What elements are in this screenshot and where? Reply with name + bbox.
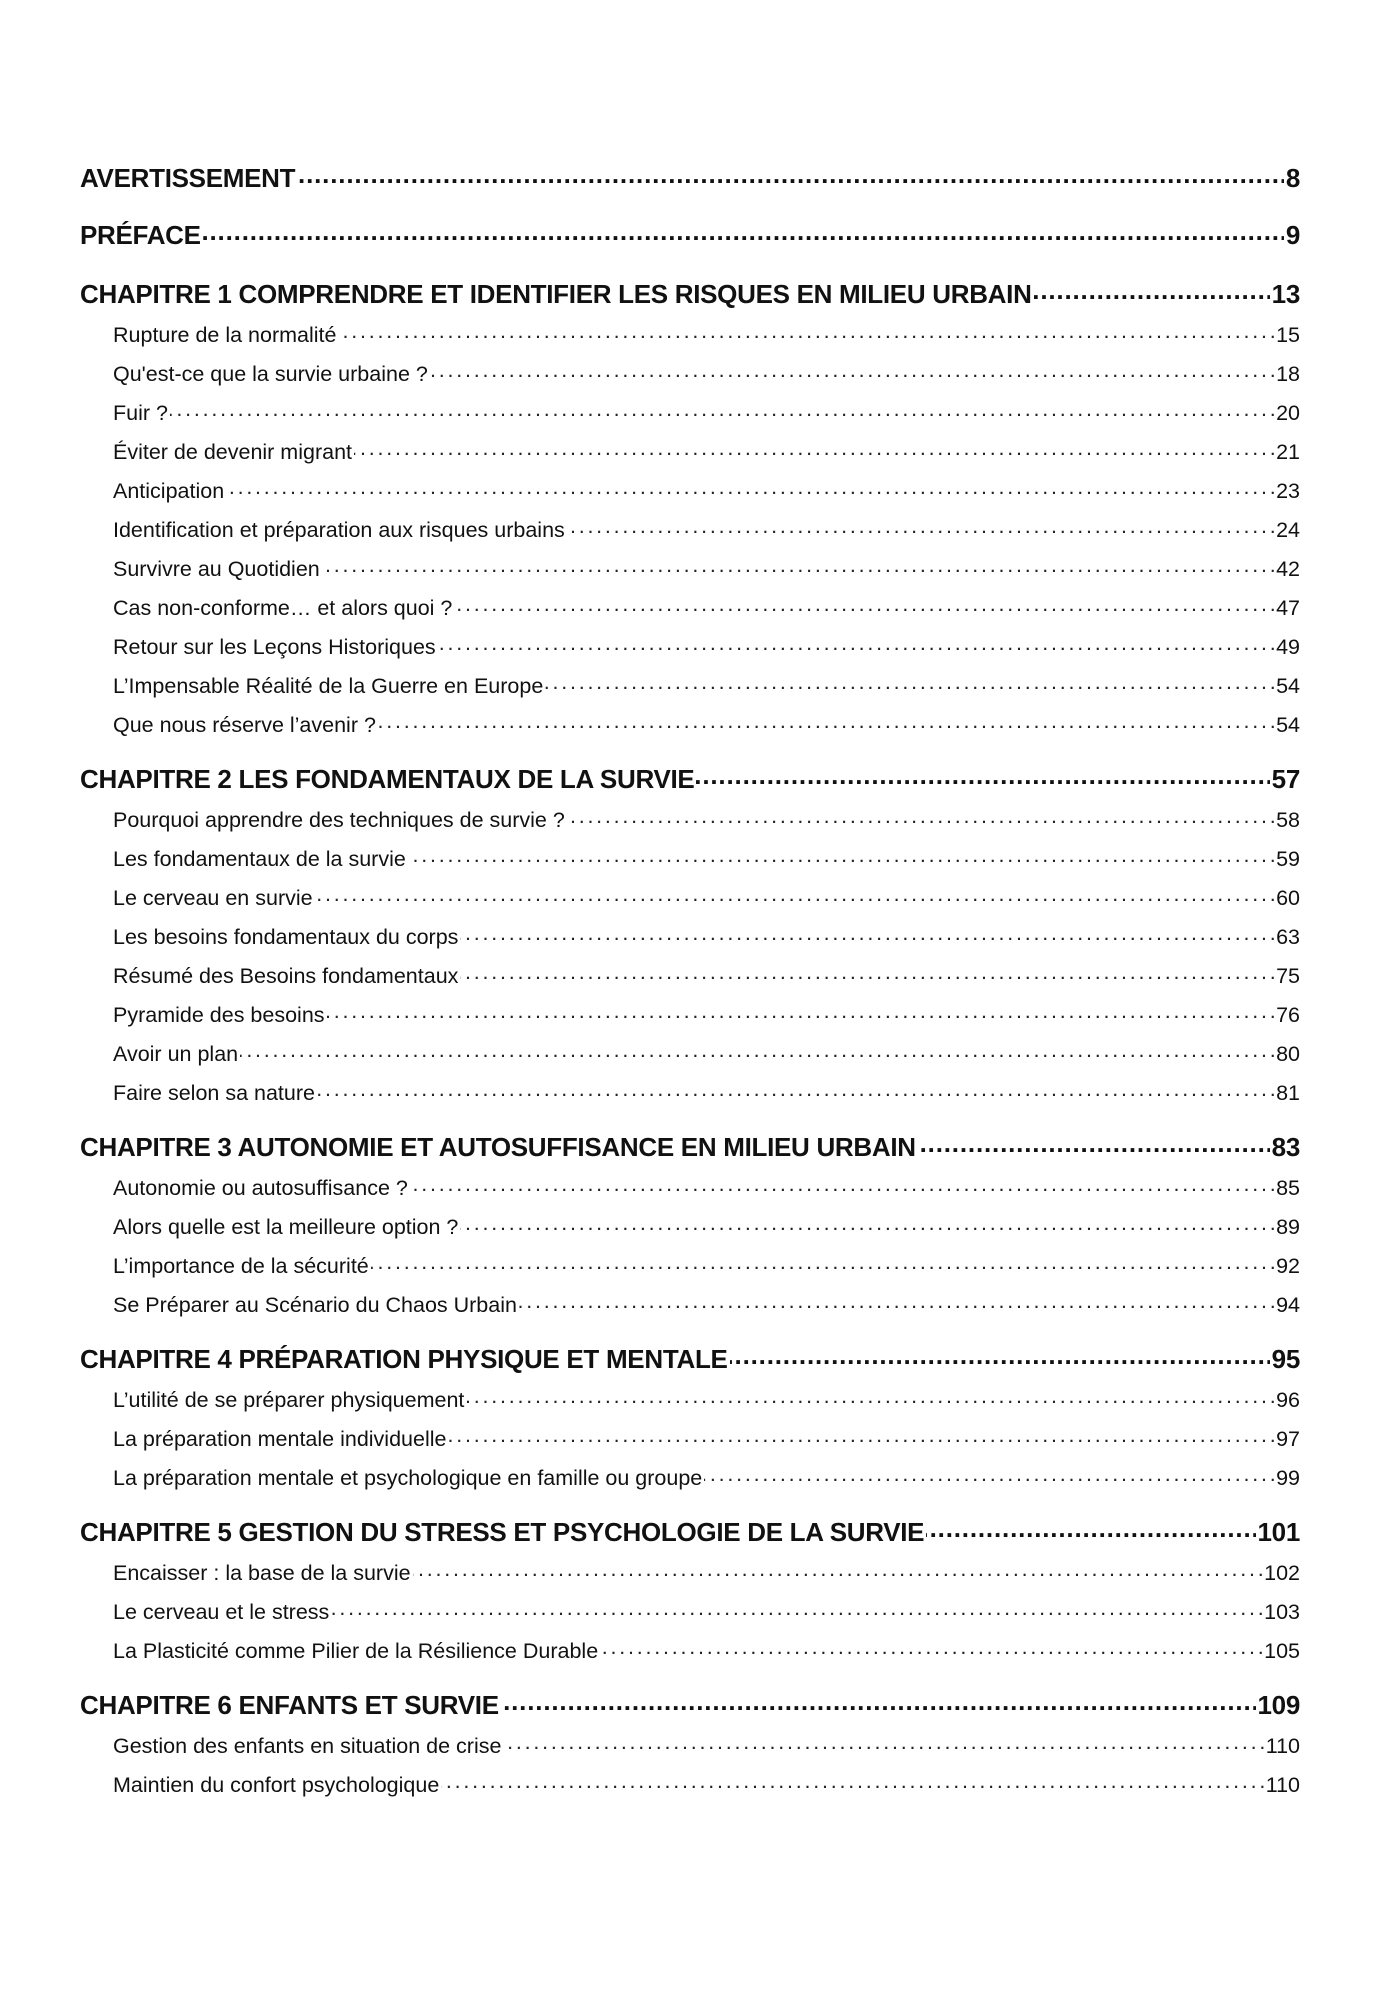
toc-entry-title: CHAPITRE 2 LES FONDAMENTAUX DE LA SURVIE: [80, 764, 695, 794]
toc-entry-page-number: 42: [1276, 557, 1300, 581]
dot-leader: [327, 1001, 1275, 1023]
toc-entry-page-number: 99: [1276, 1466, 1300, 1490]
toc-entry-title: La préparation mentale individuelle: [113, 1427, 447, 1451]
toc-entry-page-number: 60: [1276, 886, 1300, 910]
toc-section-entry[interactable]: [113, 476, 1300, 506]
toc-entry-title: Identification et préparation aux risques urbains: [113, 518, 565, 542]
toc-entry-title: Autonomie ou autosuffisance ?: [113, 1176, 408, 1200]
toc-entry-title: CHAPITRE 6 ENFANTS ET SURVIE: [80, 1690, 499, 1720]
toc-chapter-entry[interactable]: [80, 161, 1300, 195]
toc-entry-title: CHAPITRE 3 AUTONOMIE ET AUTOSUFFISANCE EN MILIEU URBAIN: [80, 1132, 916, 1162]
toc-entry-title: Que nous réserve l’avenir ?: [113, 713, 376, 737]
dot-leader: [170, 399, 1274, 421]
dot-leader: [454, 594, 1274, 616]
toc-entry-page-number: 89: [1276, 1215, 1300, 1239]
dot-leader: [338, 321, 1274, 343]
toc-section-entry[interactable]: [113, 1078, 1300, 1108]
toc-entry-page-number: 92: [1276, 1254, 1300, 1278]
toc-chapter-entry[interactable]: [80, 1515, 1300, 1549]
dot-leader: [448, 1425, 1274, 1447]
dot-leader: [918, 1130, 1270, 1156]
dot-leader: [519, 1291, 1274, 1313]
dot-leader: [322, 555, 1274, 577]
toc-section-entry[interactable]: [113, 632, 1300, 662]
toc-entry-title: Se Préparer au Scénario du Chaos Urbain: [113, 1293, 517, 1317]
toc-entry-title: L’Impensable Réalité de la Guerre en Europe: [113, 674, 544, 698]
dot-leader: [331, 1598, 1262, 1620]
dot-leader: [704, 1464, 1274, 1486]
toc-section-entry[interactable]: [113, 515, 1300, 545]
toc-entry-title: Fuir ?: [113, 401, 168, 425]
toc-entry-title: Qu'est-ce que la survie urbaine ?: [113, 362, 428, 386]
toc-entry-page-number: 58: [1276, 808, 1300, 832]
toc-section-entry[interactable]: [113, 593, 1300, 623]
toc-section-entry[interactable]: [113, 1463, 1300, 1493]
toc-entry-page-number: 83: [1271, 1132, 1300, 1162]
toc-entry-title: Maintien du confort psychologique: [113, 1773, 440, 1797]
dot-leader: [696, 762, 1269, 788]
toc-entry-title: Alors quelle est la meilleure option ?: [113, 1215, 459, 1239]
dot-leader: [226, 477, 1274, 499]
toc-entry-title: Faire selon sa nature: [113, 1081, 315, 1105]
toc-entry-title: AVERTISSEMENT: [80, 163, 296, 193]
toc-entry-title: Survivre au Quotidien: [113, 557, 320, 581]
toc-entry-title: PRÉFACE: [80, 220, 201, 250]
toc-chapter-entry[interactable]: [80, 762, 1300, 796]
dot-leader: [408, 845, 1274, 867]
toc-entry-title: L’importance de la sécurité: [113, 1254, 369, 1278]
toc-entry-title: La préparation mentale et psychologique en famille ou groupe: [113, 1466, 703, 1490]
dot-leader: [545, 672, 1274, 694]
toc-entry-page-number: 105: [1264, 1639, 1300, 1663]
toc-entry-page-number: 15: [1276, 323, 1300, 347]
toc-entry-page-number: 24: [1276, 518, 1300, 542]
toc-entry-title: Les fondamentaux de la survie: [113, 847, 406, 871]
toc-entry-page-number: 101: [1257, 1517, 1300, 1547]
toc-entry-page-number: 20: [1276, 401, 1300, 425]
toc-section-entry[interactable]: [113, 710, 1300, 740]
toc-entry-page-number: 47: [1276, 596, 1300, 620]
dot-leader: [438, 633, 1274, 655]
toc-entry-page-number: 23: [1276, 479, 1300, 503]
toc-section-entry[interactable]: [113, 1385, 1300, 1415]
dot-leader: [926, 1515, 1255, 1541]
toc-entry-page-number: 109: [1257, 1690, 1300, 1720]
toc-entry-title: Anticipation: [113, 479, 225, 503]
dot-leader: [297, 161, 1284, 187]
toc-entry-page-number: 75: [1276, 964, 1300, 988]
toc-entry-page-number: 110: [1265, 1773, 1300, 1797]
toc-entry-page-number: 94: [1276, 1293, 1300, 1317]
toc-entry-page-number: 9: [1285, 220, 1300, 250]
toc-chapter-entry[interactable]: [80, 218, 1300, 252]
dot-leader: [315, 884, 1274, 906]
dot-leader: [441, 1771, 1263, 1793]
toc-entry-page-number: 103: [1264, 1600, 1300, 1624]
toc-entry-page-number: 54: [1276, 713, 1300, 737]
toc-entry-page-number: 81: [1276, 1081, 1300, 1105]
toc-section-entry[interactable]: [113, 671, 1300, 701]
toc-entry-title: Résumé des Besoins fondamentaux: [113, 964, 459, 988]
toc-entry-title: Éviter de devenir migrant: [113, 440, 352, 464]
toc-section-entry[interactable]: [113, 844, 1300, 874]
toc-entry-page-number: 80: [1276, 1042, 1300, 1066]
toc-entry-page-number: 49: [1276, 635, 1300, 659]
toc-entry-page-number: 85: [1276, 1176, 1300, 1200]
toc-section-entry[interactable]: [113, 1039, 1300, 1069]
dot-leader: [460, 923, 1274, 945]
dot-leader: [501, 1688, 1256, 1714]
toc-entry-title: Pyramide des besoins: [113, 1003, 325, 1027]
toc-entry-page-number: 96: [1276, 1388, 1300, 1412]
dot-leader: [567, 806, 1274, 828]
toc-entry-page-number: 59: [1276, 847, 1300, 871]
toc-chapter-entry[interactable]: [80, 1342, 1300, 1376]
toc-entry-title: CHAPITRE 1 COMPRENDRE ET IDENTIFIER LES RISQUES EN MILIEU URBAIN: [80, 279, 1032, 309]
toc-section-entry[interactable]: [113, 554, 1300, 584]
toc-section-entry[interactable]: [113, 1770, 1300, 1800]
toc-chapter-entry[interactable]: [80, 1130, 1300, 1164]
toc-section-entry[interactable]: [113, 1212, 1300, 1242]
dot-leader: [203, 218, 1284, 244]
toc-entry-page-number: 102: [1264, 1561, 1300, 1585]
toc-section-entry[interactable]: [113, 805, 1300, 835]
toc-section-entry[interactable]: [113, 961, 1300, 991]
toc-section-entry[interactable]: [113, 1290, 1300, 1320]
toc-entry-page-number: 97: [1276, 1427, 1300, 1451]
toc-chapter-entry[interactable]: [80, 1688, 1300, 1722]
dot-leader: [317, 1079, 1274, 1101]
toc-section-entry[interactable]: [113, 398, 1300, 428]
dot-leader: [371, 1252, 1274, 1274]
toc-entry-title: Avoir un plan: [113, 1042, 239, 1066]
toc-entry-title: La Plasticité comme Pilier de la Résilience Durable: [113, 1639, 599, 1663]
toc-entry-page-number: 21: [1276, 440, 1300, 464]
toc-section-entry[interactable]: [113, 1636, 1300, 1666]
dot-leader: [466, 1386, 1274, 1408]
toc-section-entry[interactable]: [113, 1424, 1300, 1454]
dot-leader: [730, 1342, 1270, 1368]
toc-section-entry[interactable]: [113, 320, 1300, 350]
dot-leader: [410, 1174, 1274, 1196]
toc-entry-title: L’utilité de se préparer physiquement: [113, 1388, 465, 1412]
toc-entry-title: Encaisser : la base de la survie: [113, 1561, 411, 1585]
toc-entry-page-number: 63: [1276, 925, 1300, 949]
toc-entry-page-number: 54: [1276, 674, 1300, 698]
dot-leader: [413, 1559, 1263, 1581]
toc-section-entry[interactable]: [113, 437, 1300, 467]
toc-entry-title: Rupture de la normalité: [113, 323, 337, 347]
toc-entry-title: Retour sur les Leçons Historiques: [113, 635, 436, 659]
dot-leader: [567, 516, 1274, 538]
dot-leader: [430, 360, 1274, 382]
dot-leader: [503, 1732, 1263, 1754]
toc-entry-title: CHAPITRE 4 PRÉPARATION PHYSIQUE ET MENTALE: [80, 1344, 728, 1374]
toc-entry-page-number: 95: [1271, 1344, 1300, 1374]
toc-section-entry[interactable]: [113, 1597, 1300, 1627]
dot-leader: [354, 438, 1274, 460]
toc-entry-title: Pourquoi apprendre des techniques de survie ?: [113, 808, 565, 832]
toc-section-entry[interactable]: [113, 883, 1300, 913]
toc-entry-page-number: 76: [1276, 1003, 1300, 1027]
toc-section-entry[interactable]: [113, 1731, 1300, 1761]
toc-entry-title: Cas non-conforme… et alors quoi ?: [113, 596, 453, 620]
toc-entry-title: Gestion des enfants en situation de crise: [113, 1734, 502, 1758]
toc-entry-page-number: 57: [1271, 764, 1300, 794]
toc-entry-title: CHAPITRE 5 GESTION DU STRESS ET PSYCHOLOGIE DE LA SURVIE: [80, 1517, 925, 1547]
toc-section-entry[interactable]: [113, 1000, 1300, 1030]
toc-entry-page-number: 18: [1276, 362, 1300, 386]
toc-section-entry[interactable]: [113, 1173, 1300, 1203]
toc-entry-title: Le cerveau en survie: [113, 886, 313, 910]
toc-section-entry[interactable]: [113, 359, 1300, 389]
toc-entry-page-number: 13: [1271, 279, 1300, 309]
dot-leader: [378, 711, 1274, 733]
dot-leader: [240, 1040, 1274, 1062]
dot-leader: [460, 962, 1274, 984]
dot-leader: [460, 1213, 1274, 1235]
toc-entry-page-number: 110: [1265, 1734, 1300, 1758]
toc-chapter-entry[interactable]: [80, 277, 1300, 311]
toc-section-entry[interactable]: [113, 1558, 1300, 1588]
toc-entry-title: Les besoins fondamentaux du corps: [113, 925, 459, 949]
toc-section-entry[interactable]: [113, 1251, 1300, 1281]
dot-leader: [1034, 277, 1270, 303]
toc-entry-title: Le cerveau et le stress: [113, 1600, 330, 1624]
dot-leader: [600, 1637, 1262, 1659]
toc-section-entry[interactable]: [113, 922, 1300, 952]
toc-entry-page-number: 8: [1285, 163, 1300, 193]
